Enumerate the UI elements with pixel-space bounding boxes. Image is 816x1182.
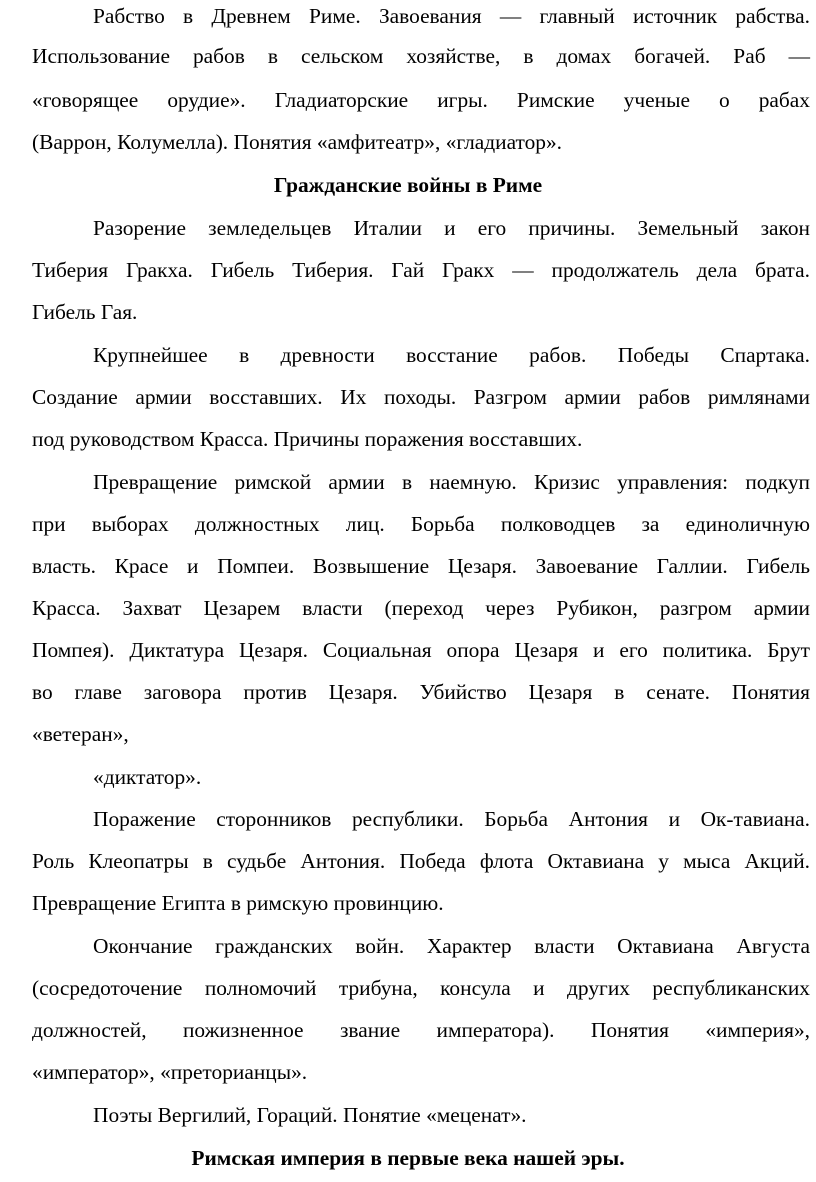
paragraph-caesar-line-7: «ветеран»,	[32, 722, 129, 746]
paragraph-caesar-line-2: при выборах должностных лиц. Борьба полководцев за единоличную	[32, 512, 810, 536]
paragraph-antony-line-3: Превращение Египта в римскую провинцию.	[32, 891, 444, 915]
paragraph-slavery-line-4: (Варрон, Колумелла). Понятия «амфитеатр», «гладиатор».	[32, 130, 563, 154]
section-heading-roman-empire: Римская империя в первые века нашей эры.	[191, 1146, 625, 1170]
paragraph-augustus-line-2: (сосредоточение полномочий трибуна, консула и других республиканских	[32, 976, 810, 1000]
paragraph-slavery-line-3: «говорящее орудие». Гладиаторские игры. Римские ученые о рабах	[32, 88, 810, 112]
paragraph-caesar-line-5: Помпея). Диктатура Цезаря. Социальная опора Цезаря и его политика. Брут	[32, 638, 810, 662]
paragraph-farmers-line-2: Тиберия Гракха. Гибель Тиберия. Гай Гракх — продолжатель дела брата.	[32, 258, 810, 282]
paragraph-poets-line-1: Поэты Вергилий, Гораций. Понятие «меценат».	[93, 1103, 527, 1127]
paragraph-caesar-line-1: Превращение римской армии в наемную. Кризис управления: подкуп	[93, 470, 810, 494]
paragraph-spartacus-line-2: Создание армии восставших. Их походы. Разгром армии рабов римлянами	[32, 385, 810, 409]
paragraph-slavery-line-1: Рабство в Древнем Риме. Завоевания — главный источник рабства.	[93, 4, 810, 28]
paragraph-spartacus-line-1: Крупнейшее в древности восстание рабов. Победы Спартака.	[93, 343, 810, 367]
paragraph-augustus-line-4: «император», «преторианцы».	[32, 1060, 308, 1084]
section-heading-civil-wars: Гражданские войны в Риме	[273, 173, 543, 197]
paragraph-antony-line-2: Роль Клеопатры в судьбе Антония. Победа флота Октавиана у мыса Акций.	[32, 849, 810, 873]
paragraph-caesar-line-6: во главе заговора против Цезаря. Убийство Цезаря в сенате. Понятия	[32, 680, 810, 704]
paragraph-augustus-line-1: Окончание гражданских войн. Характер власти Октавиана Августа	[93, 934, 810, 958]
paragraph-antony-line-1: Поражение сторонников республики. Борьба Антония и Ок-тавиана.	[93, 807, 810, 831]
paragraph-augustus-line-3: должностей, пожизненное звание императора). Понятия «империя»,	[32, 1018, 810, 1042]
paragraph-farmers-line-3: Гибель Гая.	[32, 300, 138, 324]
paragraph-slavery-line-2: Использование рабов в сельском хозяйстве, в домах богачей. Раб —	[32, 44, 810, 68]
paragraph-dictator-line-1: «диктатор».	[93, 765, 202, 789]
paragraph-farmers-line-1: Разорение земледельцев Италии и его причины. Земельный закон	[93, 216, 810, 240]
paragraph-caesar-line-4: Красса. Захват Цезарем власти (переход через Рубикон, разгром армии	[32, 596, 810, 620]
paragraph-spartacus-line-3: под руководством Красса. Причины поражения восставших.	[32, 427, 583, 451]
paragraph-caesar-line-3: власть. Красе и Помпеи. Возвышение Цезаря. Завоевание Галлии. Гибель	[32, 554, 810, 578]
